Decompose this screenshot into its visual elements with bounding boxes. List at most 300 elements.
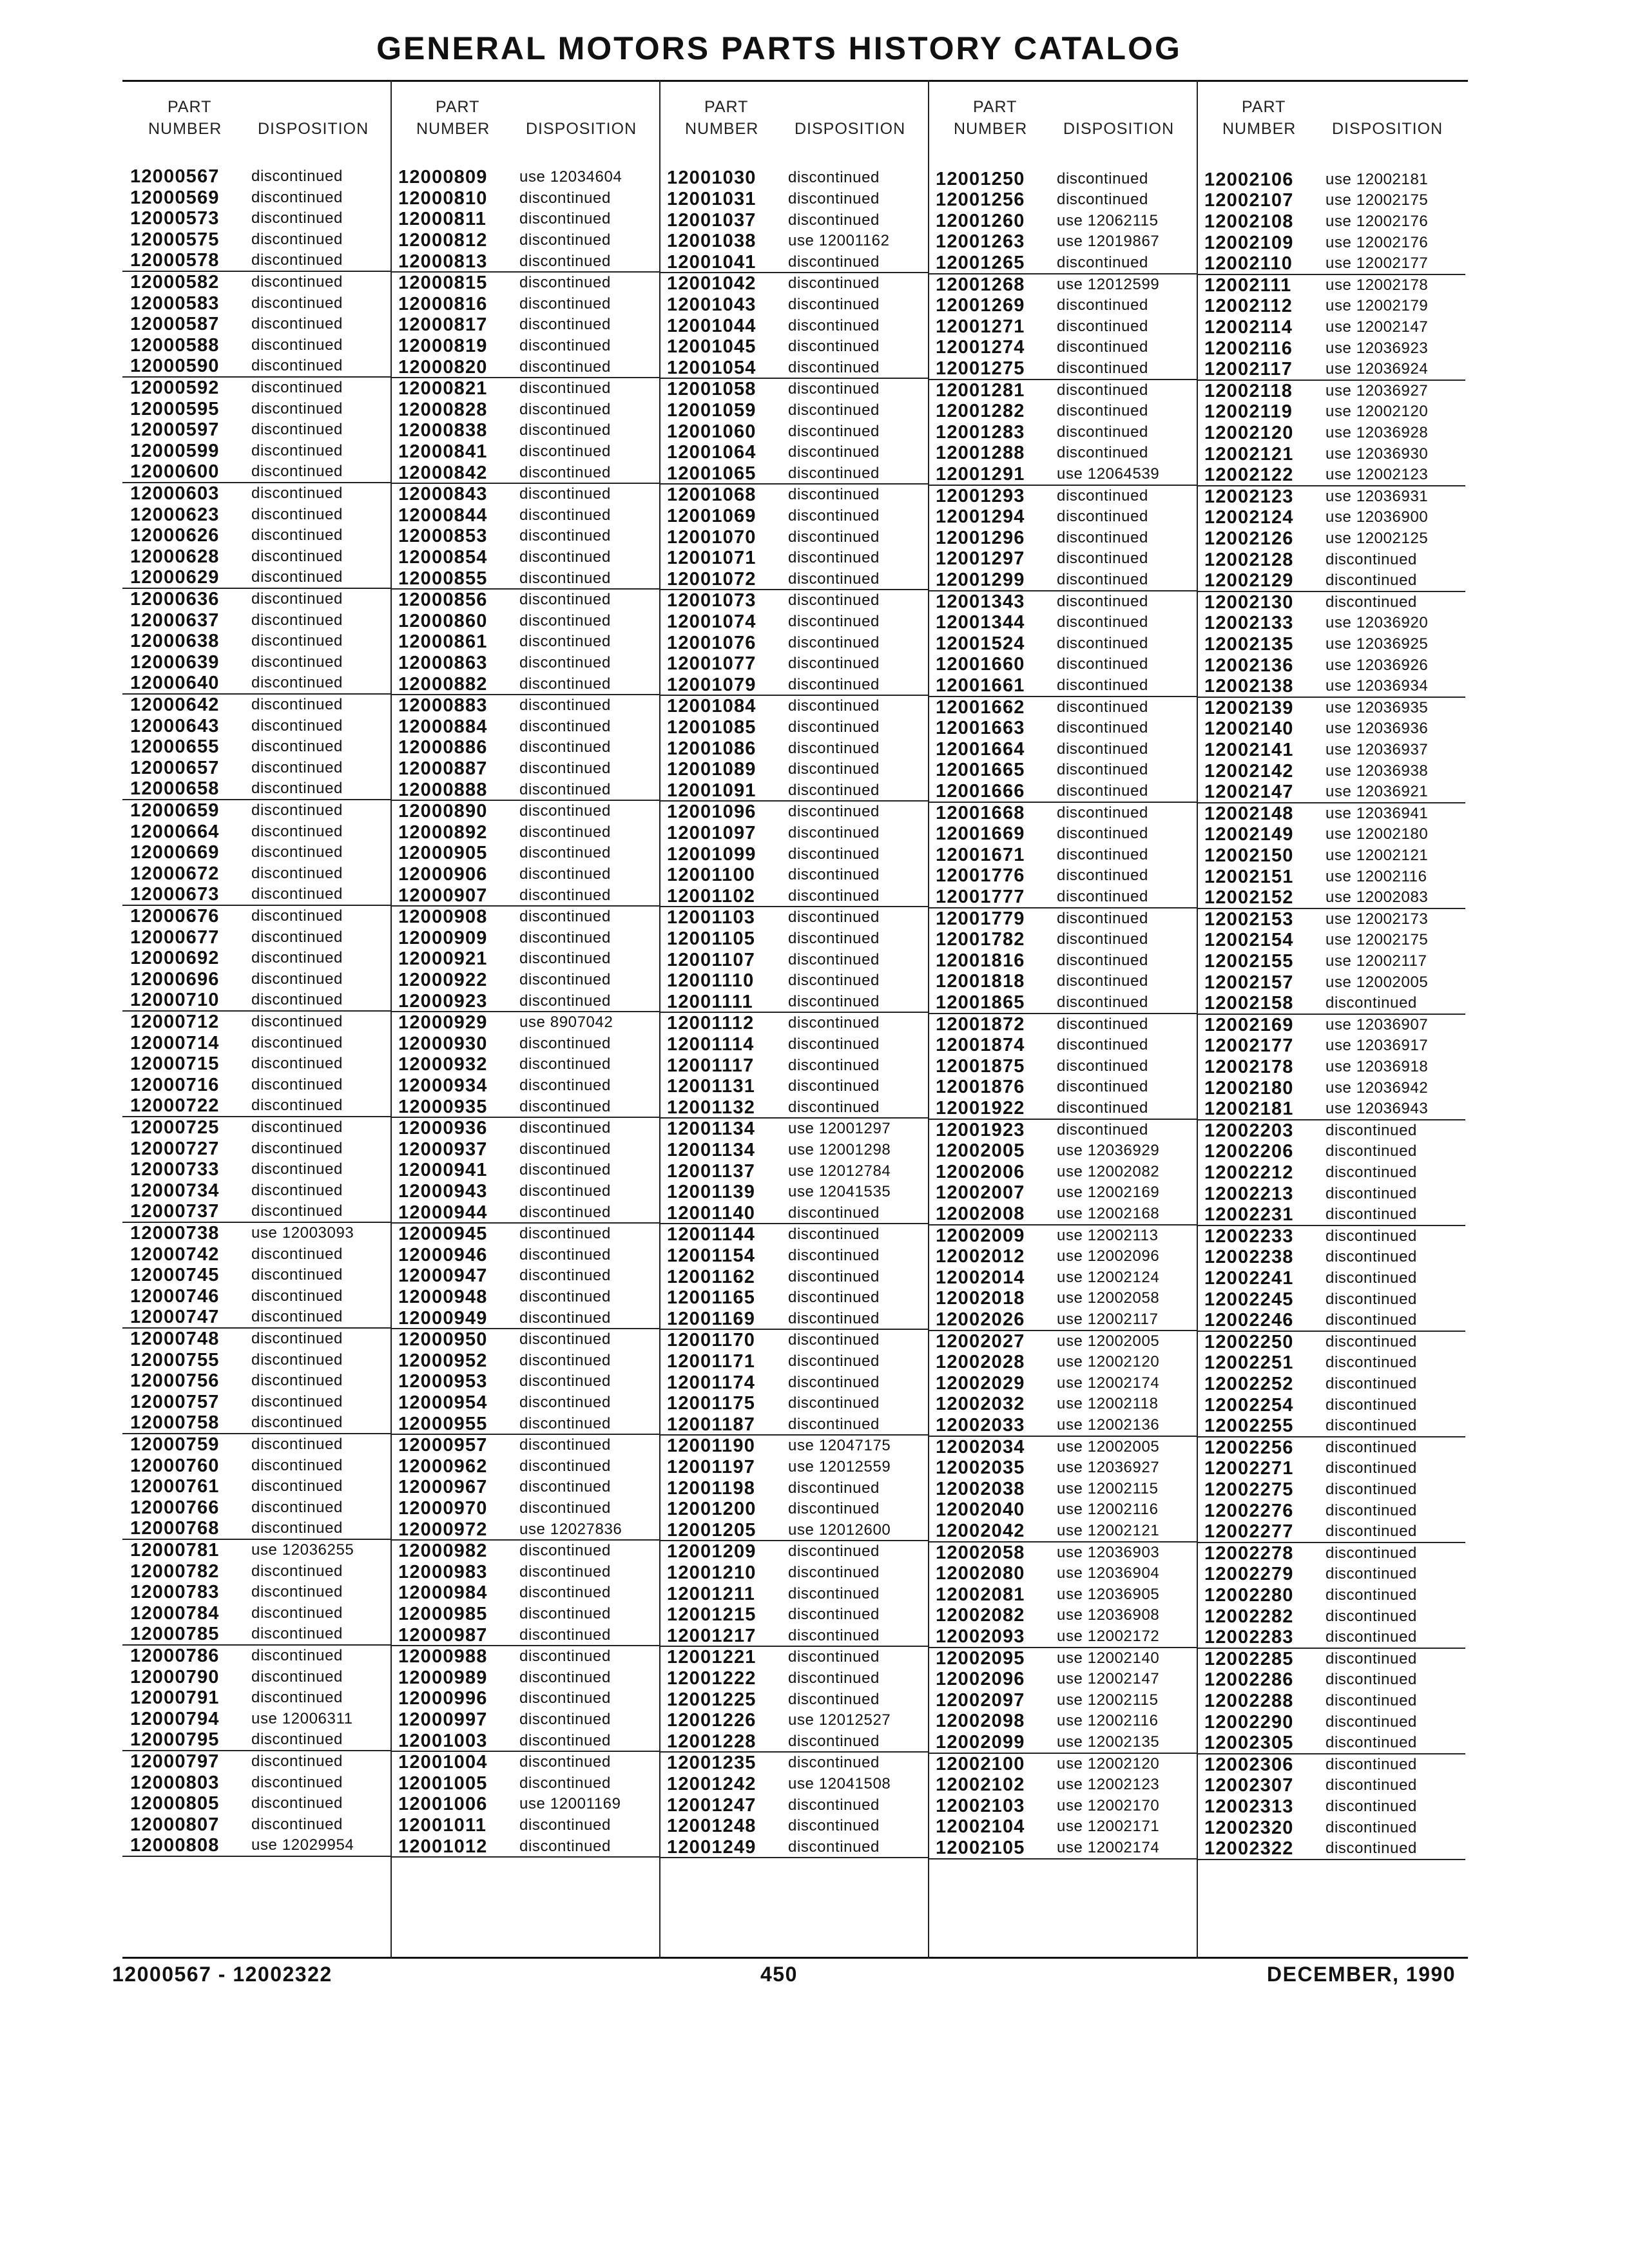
disposition: discontinued bbox=[251, 1287, 343, 1305]
disposition: use 12029954 bbox=[251, 1836, 354, 1854]
table-row bbox=[1197, 169, 1465, 191]
row-group bbox=[928, 169, 1197, 274]
part-number: 12000908 bbox=[398, 907, 488, 928]
part-number: 12001137 bbox=[667, 1160, 756, 1182]
row-group bbox=[390, 484, 659, 590]
table-row bbox=[390, 1329, 659, 1350]
table-row bbox=[928, 697, 1197, 718]
table-row bbox=[659, 1393, 928, 1414]
table-row bbox=[1197, 1733, 1465, 1754]
disposition: discontinued bbox=[251, 1731, 343, 1749]
table-row bbox=[122, 1307, 391, 1328]
row-group bbox=[1197, 1543, 1465, 1649]
disposition: use 12002123 bbox=[1325, 466, 1429, 484]
disposition: discontinued bbox=[1057, 951, 1148, 969]
row-group bbox=[659, 696, 928, 802]
disposition: discontinued bbox=[1325, 1206, 1417, 1224]
table-row bbox=[390, 674, 659, 695]
part-number: 12000922 bbox=[398, 969, 488, 990]
table-row bbox=[1197, 867, 1465, 888]
table-row bbox=[1197, 1712, 1465, 1733]
part-number: 12000590 bbox=[130, 356, 220, 377]
disposition: discontinued bbox=[519, 1245, 611, 1264]
table-row bbox=[659, 463, 928, 485]
part-number: 12000954 bbox=[398, 1392, 488, 1413]
disposition: discontinued bbox=[788, 612, 880, 630]
part-number: 12000853 bbox=[398, 526, 488, 547]
table-row bbox=[659, 336, 928, 358]
part-number: 12000843 bbox=[398, 484, 488, 505]
table-row bbox=[1197, 761, 1465, 782]
table-row bbox=[928, 1140, 1197, 1162]
table-row bbox=[659, 1774, 928, 1795]
table-row bbox=[659, 611, 928, 633]
part-number: 12000567 bbox=[130, 166, 220, 187]
table-row bbox=[659, 1541, 928, 1562]
part-number: 12002105 bbox=[936, 1837, 1025, 1858]
part-number: 12000575 bbox=[130, 229, 220, 250]
part-number: 12002117 bbox=[1204, 359, 1293, 380]
table-row bbox=[1197, 1669, 1465, 1691]
table-row bbox=[659, 1203, 928, 1224]
table-row bbox=[122, 483, 391, 505]
table-row bbox=[390, 1773, 659, 1794]
table-row bbox=[1197, 698, 1465, 719]
disposition: discontinued bbox=[251, 294, 343, 312]
table-row bbox=[659, 442, 928, 463]
disposition: discontinued bbox=[251, 1097, 343, 1115]
table-row bbox=[928, 1816, 1197, 1838]
disposition: discontinued bbox=[788, 887, 880, 905]
disposition: use 12036941 bbox=[1325, 804, 1429, 822]
part-number: 12001134 bbox=[667, 1119, 756, 1140]
part-number: 12000934 bbox=[398, 1075, 488, 1096]
table-row bbox=[390, 907, 659, 928]
table-row bbox=[928, 316, 1197, 338]
table-row bbox=[659, 1097, 928, 1119]
table-row bbox=[122, 906, 391, 927]
disposition: use 12002116 bbox=[1057, 1501, 1159, 1519]
part-number: 12000603 bbox=[130, 483, 220, 504]
part-number: 12001269 bbox=[936, 295, 1025, 316]
part-number: 12000761 bbox=[130, 1476, 220, 1497]
disposition: discontinued bbox=[1057, 359, 1148, 377]
disposition: discontinued bbox=[251, 1583, 343, 1601]
disposition: discontinued bbox=[788, 760, 880, 778]
part-number: 12002095 bbox=[936, 1648, 1025, 1669]
disposition: discontinued bbox=[519, 591, 611, 609]
part-number: 12000755 bbox=[130, 1349, 220, 1370]
table-row bbox=[1197, 1332, 1465, 1353]
table-row bbox=[390, 1477, 659, 1498]
header-part: PART bbox=[1242, 98, 1286, 116]
part-number: 12001777 bbox=[936, 886, 1025, 907]
table-row bbox=[122, 1751, 391, 1773]
disposition: discontinued bbox=[788, 1500, 880, 1518]
disposition: discontinued bbox=[1325, 1840, 1417, 1858]
disposition: use 12064539 bbox=[1057, 465, 1160, 483]
row-group bbox=[928, 1331, 1197, 1437]
disposition: discontinued bbox=[251, 399, 343, 418]
table-row bbox=[390, 716, 659, 738]
disposition: discontinued bbox=[519, 252, 611, 270]
disposition: discontinued bbox=[251, 758, 343, 776]
part-number: 12000629 bbox=[130, 567, 220, 588]
table-row bbox=[659, 210, 928, 231]
table-row bbox=[928, 1204, 1197, 1225]
disposition: discontinued bbox=[788, 1204, 880, 1222]
disposition: discontinued bbox=[519, 400, 611, 418]
disposition: discontinued bbox=[1057, 867, 1148, 885]
table-row bbox=[1197, 993, 1465, 1014]
table-row bbox=[1197, 887, 1465, 908]
header-disposition: DISPOSITION bbox=[1332, 120, 1443, 138]
part-number: 12000638 bbox=[130, 631, 220, 652]
row-group bbox=[928, 274, 1197, 380]
part-number: 12000962 bbox=[398, 1456, 488, 1477]
table-row bbox=[659, 1372, 928, 1394]
disposition: discontinued bbox=[788, 295, 880, 313]
part-number: 12002009 bbox=[936, 1225, 1025, 1246]
disposition: discontinued bbox=[1057, 1057, 1148, 1075]
row-group bbox=[659, 1647, 928, 1753]
part-number: 12002032 bbox=[936, 1394, 1025, 1415]
table-row bbox=[1197, 803, 1465, 825]
table-row bbox=[659, 759, 928, 780]
table-row bbox=[659, 1478, 928, 1499]
table-row bbox=[928, 1098, 1197, 1119]
disposition: discontinued bbox=[1057, 782, 1148, 800]
disposition: discontinued bbox=[1325, 1713, 1417, 1731]
part-number: 12002212 bbox=[1204, 1162, 1294, 1183]
disposition: discontinued bbox=[1325, 593, 1417, 611]
table-row bbox=[928, 1373, 1197, 1394]
part-number: 12000937 bbox=[398, 1139, 488, 1160]
table-row bbox=[122, 1095, 391, 1117]
part-number: 12002121 bbox=[1204, 443, 1294, 465]
disposition: discontinued bbox=[788, 633, 880, 651]
disposition: discontinued bbox=[1057, 191, 1148, 209]
table-row bbox=[928, 464, 1197, 485]
disposition: discontinued bbox=[519, 1225, 611, 1243]
disposition: discontinued bbox=[251, 1667, 343, 1686]
part-number: 12002012 bbox=[936, 1246, 1025, 1267]
part-number: 12001037 bbox=[667, 209, 757, 231]
table-row bbox=[122, 778, 391, 800]
table-row bbox=[928, 1288, 1197, 1309]
table-row bbox=[1197, 1479, 1465, 1501]
part-number: 12001111 bbox=[667, 991, 753, 1012]
table-row bbox=[390, 441, 659, 463]
table-row bbox=[390, 1519, 659, 1541]
disposition: discontinued bbox=[519, 1331, 611, 1349]
part-number: 12000987 bbox=[398, 1624, 488, 1646]
disposition: discontinued bbox=[251, 273, 343, 291]
row-group bbox=[390, 1435, 659, 1541]
row-group bbox=[1197, 1015, 1465, 1120]
part-number: 12001816 bbox=[936, 950, 1025, 971]
table-row bbox=[1197, 951, 1465, 972]
disposition: discontinued bbox=[251, 1436, 343, 1453]
table-row bbox=[659, 252, 928, 273]
disposition: use 12001298 bbox=[788, 1140, 891, 1158]
part-number: 12001197 bbox=[667, 1456, 756, 1477]
table-row bbox=[1197, 613, 1465, 634]
table-row bbox=[659, 1499, 928, 1520]
table-row bbox=[1197, 1754, 1465, 1776]
table-row bbox=[122, 736, 391, 758]
part-number: 12001275 bbox=[936, 358, 1025, 379]
table-row bbox=[122, 652, 391, 673]
disposition: discontinued bbox=[251, 463, 343, 481]
table-row bbox=[1197, 1775, 1465, 1796]
disposition: use 12002125 bbox=[1325, 529, 1429, 547]
disposition: discontinued bbox=[788, 1626, 880, 1644]
disposition: discontinued bbox=[1325, 994, 1417, 1012]
table-row bbox=[122, 1667, 391, 1688]
table-row bbox=[928, 380, 1197, 401]
table-row bbox=[928, 570, 1197, 591]
part-number: 12000943 bbox=[398, 1180, 488, 1202]
disposition: discontinued bbox=[788, 718, 880, 736]
disposition: discontinued bbox=[788, 338, 880, 356]
disposition: use 12002121 bbox=[1057, 1521, 1160, 1539]
disposition: discontinued bbox=[788, 675, 880, 693]
part-number: 12000949 bbox=[398, 1307, 488, 1329]
disposition: use 12002120 bbox=[1057, 1353, 1160, 1371]
table-row bbox=[659, 189, 928, 210]
disposition: discontinued bbox=[1057, 381, 1148, 399]
row-group bbox=[122, 272, 391, 378]
table-row bbox=[122, 250, 391, 271]
part-number: 12000907 bbox=[398, 885, 488, 906]
table-row bbox=[928, 422, 1197, 443]
disposition: discontinued bbox=[251, 1055, 343, 1073]
row-group bbox=[928, 1648, 1197, 1754]
part-number: 12000766 bbox=[130, 1497, 220, 1518]
table-row bbox=[659, 400, 928, 421]
row-group bbox=[1197, 1332, 1465, 1437]
part-number: 12001069 bbox=[667, 505, 757, 526]
disposition: discontinued bbox=[251, 1414, 343, 1432]
disposition: discontinued bbox=[251, 864, 343, 882]
part-number: 12001139 bbox=[667, 1182, 756, 1203]
disposition: use 12002120 bbox=[1325, 403, 1429, 421]
table-row bbox=[390, 695, 659, 716]
table-row bbox=[1197, 592, 1465, 613]
part-number: 12002006 bbox=[936, 1161, 1025, 1182]
part-number: 12001343 bbox=[936, 591, 1025, 612]
part-number: 12000905 bbox=[398, 843, 488, 864]
table-row bbox=[390, 420, 659, 441]
disposition: use 12012600 bbox=[788, 1521, 891, 1539]
part-number: 12002285 bbox=[1204, 1648, 1294, 1669]
disposition: discontinued bbox=[519, 1140, 611, 1158]
part-number: 12000982 bbox=[398, 1541, 488, 1562]
row-group bbox=[390, 273, 659, 378]
part-number: 12001117 bbox=[667, 1055, 755, 1076]
disposition: discontinued bbox=[1057, 253, 1148, 271]
part-number: 12000955 bbox=[398, 1413, 488, 1434]
table-row bbox=[390, 463, 659, 484]
disposition: discontinued bbox=[251, 1119, 343, 1136]
part-number: 12001664 bbox=[936, 738, 1025, 760]
header-disposition: DISPOSITION bbox=[795, 120, 906, 138]
table-row bbox=[1197, 1374, 1465, 1395]
disposition: discontinued bbox=[251, 928, 343, 946]
disposition: use 12036920 bbox=[1325, 614, 1429, 632]
part-number: 12001102 bbox=[667, 885, 756, 907]
disposition: discontinued bbox=[788, 866, 880, 884]
table-row bbox=[659, 569, 928, 590]
part-number: 12002313 bbox=[1204, 1796, 1294, 1817]
part-number: 12002283 bbox=[1204, 1627, 1294, 1648]
part-number: 12002099 bbox=[936, 1731, 1025, 1753]
disposition: discontinued bbox=[1325, 1565, 1417, 1583]
parts-table bbox=[122, 80, 1468, 1959]
table-row bbox=[928, 887, 1197, 908]
table-row bbox=[928, 295, 1197, 316]
disposition: discontinued bbox=[251, 1139, 343, 1157]
table-row bbox=[1197, 253, 1465, 274]
table-row bbox=[122, 546, 391, 568]
disposition: discontinued bbox=[519, 1499, 611, 1517]
disposition: discontinued bbox=[519, 1393, 611, 1411]
table-row bbox=[928, 803, 1197, 824]
table-row bbox=[659, 1689, 928, 1711]
disposition: use 12002176 bbox=[1325, 212, 1429, 230]
disposition: use 12002120 bbox=[1057, 1754, 1160, 1773]
part-number: 12002081 bbox=[936, 1584, 1025, 1605]
disposition: discontinued bbox=[788, 486, 880, 504]
table-row bbox=[390, 505, 659, 526]
table-row bbox=[928, 337, 1197, 358]
part-number: 12000996 bbox=[398, 1688, 488, 1709]
part-number: 12000906 bbox=[398, 863, 488, 885]
disposition: discontinued bbox=[1057, 423, 1148, 441]
disposition: use 12002171 bbox=[1057, 1818, 1160, 1836]
disposition: use 12002113 bbox=[1057, 1226, 1159, 1244]
disposition: use 12002005 bbox=[1057, 1437, 1160, 1456]
disposition: discontinued bbox=[519, 1542, 611, 1560]
part-number: 12002282 bbox=[1204, 1606, 1294, 1627]
table-row bbox=[659, 1076, 928, 1097]
disposition: discontinued bbox=[1057, 655, 1148, 673]
part-number: 12002231 bbox=[1204, 1204, 1294, 1225]
part-number: 12002148 bbox=[1204, 803, 1294, 824]
part-number: 12001065 bbox=[667, 463, 757, 484]
table-row bbox=[122, 1412, 391, 1434]
part-number: 12002026 bbox=[936, 1309, 1025, 1330]
disposition: use 12036921 bbox=[1325, 783, 1429, 801]
table-row bbox=[1197, 1543, 1465, 1564]
disposition: discontinued bbox=[1057, 845, 1148, 863]
table-row bbox=[1197, 1818, 1465, 1839]
row-group bbox=[390, 801, 659, 907]
table-row bbox=[122, 927, 391, 948]
table-row bbox=[390, 1604, 659, 1625]
table-row bbox=[1197, 740, 1465, 761]
part-number: 12002114 bbox=[1204, 316, 1293, 338]
part-number: 12001070 bbox=[667, 526, 757, 548]
footer-part-range: 12000567 - 12002322 bbox=[112, 1963, 333, 1986]
table-row bbox=[928, 781, 1197, 802]
header-number: NUMBER bbox=[954, 120, 1028, 138]
table-row bbox=[928, 1415, 1197, 1436]
table-row bbox=[659, 1520, 928, 1541]
part-number: 12000716 bbox=[130, 1074, 220, 1095]
table-row bbox=[390, 1435, 659, 1456]
table-row bbox=[928, 823, 1197, 845]
disposition: discontinued bbox=[1057, 1078, 1148, 1096]
part-number: 12001068 bbox=[667, 485, 757, 506]
table-row bbox=[390, 1118, 659, 1139]
part-number: 12002255 bbox=[1204, 1416, 1294, 1437]
table-row bbox=[1197, 1691, 1465, 1712]
disposition: use 12002117 bbox=[1325, 952, 1427, 970]
table-row bbox=[928, 845, 1197, 866]
disposition: discontinued bbox=[251, 1075, 343, 1093]
table-row bbox=[122, 1265, 391, 1286]
header-number: NUMBER bbox=[416, 120, 490, 138]
row-group bbox=[390, 907, 659, 1012]
disposition: discontinued bbox=[519, 1436, 611, 1454]
disposition: discontinued bbox=[519, 1816, 611, 1834]
table-row bbox=[390, 1139, 659, 1160]
table-row bbox=[1197, 1015, 1465, 1036]
row-group bbox=[1197, 1437, 1465, 1543]
part-number: 12000623 bbox=[130, 504, 220, 525]
part-number: 12000844 bbox=[398, 505, 488, 526]
disposition: discontinued bbox=[1057, 592, 1148, 610]
part-number: 12001291 bbox=[936, 463, 1025, 485]
table-row bbox=[659, 1731, 928, 1753]
table-row bbox=[390, 1371, 659, 1392]
part-number: 12001268 bbox=[936, 274, 1025, 295]
table-row bbox=[928, 1352, 1197, 1373]
disposition: discontinued bbox=[788, 992, 880, 1010]
part-number: 12001293 bbox=[936, 485, 1025, 506]
row-group bbox=[659, 590, 928, 696]
table-top-rule bbox=[122, 80, 1468, 82]
disposition: discontinued bbox=[1325, 1269, 1417, 1287]
table-row bbox=[390, 1033, 659, 1055]
part-number: 12002108 bbox=[1204, 211, 1294, 232]
table-row bbox=[122, 1201, 391, 1222]
disposition: discontinued bbox=[788, 570, 880, 588]
part-number: 12000758 bbox=[130, 1412, 220, 1434]
disposition: discontinued bbox=[788, 697, 880, 715]
table-row bbox=[928, 274, 1197, 296]
part-number: 12002233 bbox=[1204, 1225, 1294, 1247]
part-number: 12001776 bbox=[936, 865, 1025, 887]
disposition: discontinued bbox=[1057, 993, 1148, 1011]
disposition: discontinued bbox=[519, 1182, 611, 1200]
part-number: 12002271 bbox=[1204, 1458, 1294, 1479]
part-number: 12002157 bbox=[1204, 972, 1294, 993]
table-row bbox=[1197, 1627, 1465, 1648]
row-group bbox=[122, 695, 391, 800]
part-number: 12001294 bbox=[936, 506, 1025, 528]
catalog-title: GENERAL MOTORS PARTS HISTORY CATALOG bbox=[376, 30, 1182, 66]
disposition: discontinued bbox=[1057, 634, 1148, 652]
table-row bbox=[928, 1182, 1197, 1204]
disposition: discontinued bbox=[251, 1753, 343, 1770]
table-row bbox=[659, 1182, 928, 1203]
table-row bbox=[659, 780, 928, 802]
part-number: 12002213 bbox=[1204, 1183, 1294, 1204]
part-number: 12002107 bbox=[1204, 190, 1294, 211]
